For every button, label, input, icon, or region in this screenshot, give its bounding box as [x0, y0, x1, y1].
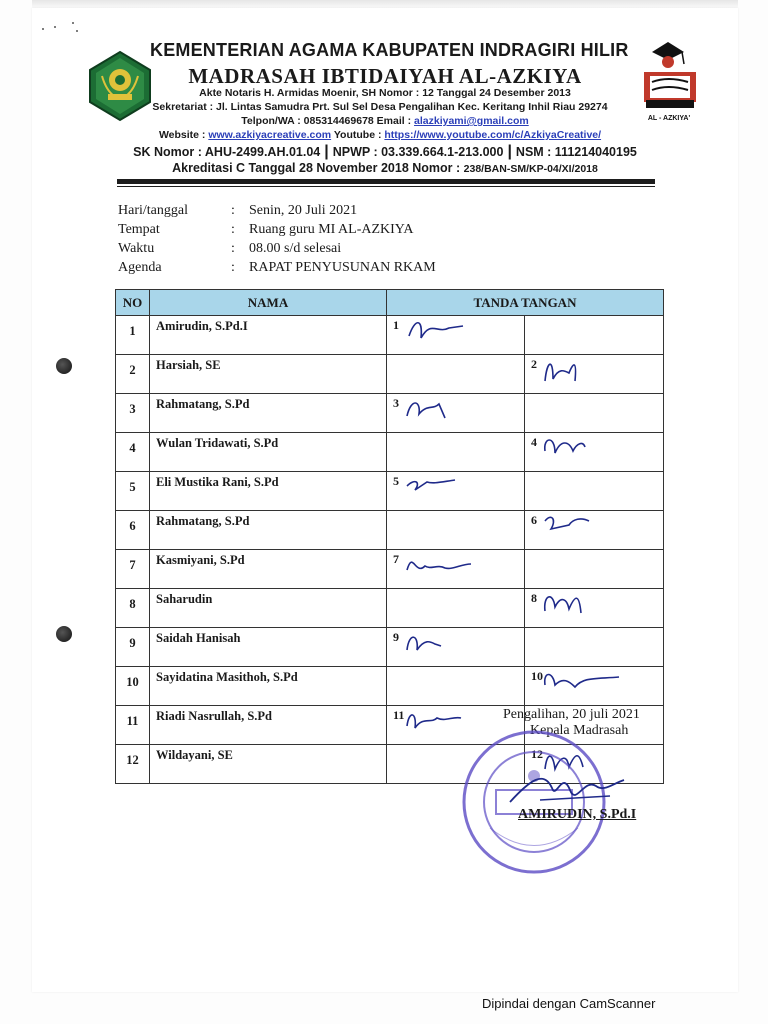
- scan-speck: [76, 30, 78, 32]
- sk-number: SK Nomor : AHU-2499.AH.01.04: [133, 145, 321, 159]
- punch-hole: [56, 626, 72, 642]
- row-number: 7: [116, 550, 150, 589]
- signature-cell-left: [387, 316, 525, 355]
- header-signature: TANDA TANGAN: [387, 290, 664, 316]
- meeting-value: Ruang guru MI AL-AZKIYA: [249, 222, 414, 237]
- table-header-row: [116, 290, 664, 316]
- table-row: [116, 511, 664, 550]
- header-no: NO: [116, 290, 150, 316]
- attendee-name: Saharudin: [150, 589, 387, 628]
- row-number: 10: [116, 667, 150, 706]
- scanner-watermark: Dipindai dengan CamScanner: [482, 996, 656, 1011]
- handwritten-signature: [401, 312, 511, 352]
- youtube-label: Youtube :: [331, 129, 385, 141]
- signature-number: 2: [531, 357, 537, 371]
- website-link[interactable]: www.azkiyacreative.com: [208, 129, 332, 141]
- nsm-number: NSM : 111214040195: [515, 145, 637, 159]
- meeting-value: RAPAT PENYUSUNAN RKAM: [249, 260, 436, 275]
- handwritten-signature: [539, 585, 649, 625]
- signature-cell-right: [525, 589, 664, 628]
- contact-line: [150, 115, 620, 127]
- table-row: [116, 394, 664, 433]
- row-number: 9: [116, 628, 150, 667]
- email-link[interactable]: alazkiyami@gmail.com: [414, 115, 529, 127]
- attendee-name: Saidah Hanisah: [150, 628, 387, 667]
- signature-cell-right: [525, 433, 664, 472]
- signature-number: 12: [531, 747, 543, 761]
- attendee-name: Harsiah, SE: [150, 355, 387, 394]
- row-number: 5: [116, 472, 150, 511]
- signature-cell-left: [387, 628, 525, 667]
- meeting-label: Hari/tanggal: [118, 203, 188, 218]
- signature-cell-right: [525, 472, 664, 511]
- accreditation-line: [150, 161, 620, 175]
- al-azkiya-logo: [632, 38, 706, 124]
- web-line: [120, 129, 640, 141]
- meeting-value: 08.00 s/d selesai: [249, 241, 342, 256]
- table-row: [116, 550, 664, 589]
- row-number: 8: [116, 589, 150, 628]
- handwritten-signature: [401, 468, 511, 508]
- headmaster-role: Kepala Madrasah: [530, 723, 629, 738]
- row-number: 11: [116, 706, 150, 745]
- ministry-title: KEMENTERIAN AGAMA KABUPATEN INDRAGIRI HILIR: [150, 40, 629, 60]
- attendee-name: Kasmiyani, S.Pd: [150, 550, 387, 589]
- row-number: 3: [116, 394, 150, 433]
- place-date: Pengalihan, 20 juli 2021: [503, 707, 640, 722]
- signature-cell-left: [387, 472, 525, 511]
- meeting-value: Senin, 20 Juli 2021: [249, 203, 358, 218]
- page-top-edge: [32, 0, 738, 8]
- signature-number: 11: [393, 708, 405, 722]
- colon: :: [231, 241, 235, 256]
- table-row: [116, 355, 664, 394]
- signature-cell-right: [525, 355, 664, 394]
- signature-number: 1: [393, 318, 399, 332]
- handwritten-signature: [539, 663, 649, 703]
- signature-number: 5: [393, 474, 399, 488]
- signature-cell-right: [525, 316, 664, 355]
- colon: :: [231, 260, 235, 275]
- signature-cell-left: [387, 355, 525, 394]
- table-row: [116, 667, 664, 706]
- signature-number: 3: [393, 396, 399, 410]
- registration-line: SK Nomor : AHU-2499.AH.01.04 | NPWP : 03.339.664.1-213.000 | NSM : 111214040195: [133, 143, 637, 160]
- meeting-label: Waktu: [118, 241, 155, 256]
- signature-cell-left: [387, 511, 525, 550]
- header-name: NAMA: [150, 290, 387, 316]
- handwritten-signature: [401, 546, 511, 586]
- signature-cell-right: [525, 394, 664, 433]
- table-row: [116, 433, 664, 472]
- signature-cell-right: [525, 511, 664, 550]
- signature-number: 7: [393, 552, 399, 566]
- signature-number: 10: [531, 669, 543, 683]
- row-number: 1: [116, 316, 150, 355]
- row-number: 2: [116, 355, 150, 394]
- notary-deed: Akte Notaris H. Armidas Moenir, SH Nomor : 12 Tanggal 24 Desember 2013: [199, 87, 571, 99]
- signature-cell-right: [525, 667, 664, 706]
- handwritten-signature: [401, 624, 511, 664]
- signature-cell-left: [387, 667, 525, 706]
- colon: :: [231, 203, 235, 218]
- attendee-name: Amirudin, S.Pd.I: [150, 316, 387, 355]
- meeting-label: Tempat: [118, 222, 160, 237]
- header-rule-thin: [117, 186, 655, 187]
- accreditation-number: 238/BAN-SM/KP-04/XI/2018: [463, 163, 598, 175]
- accreditation-label: Akreditasi C Tanggal 28 November 2018 Nomor :: [172, 161, 464, 175]
- attendee-name: Wulan Tridawati, S.Pd: [150, 433, 387, 472]
- signature-cell-left: [387, 433, 525, 472]
- signature-number: 6: [531, 513, 537, 527]
- handwritten-signature: [401, 390, 511, 430]
- handwritten-signature: [539, 507, 649, 547]
- signature-cell-left: [387, 589, 525, 628]
- table-row: [116, 472, 664, 511]
- npwp-number: NPWP : 03.339.664.1-213.000: [332, 145, 504, 159]
- logo-caption: AL - AZKIYA': [647, 115, 691, 122]
- row-number: 12: [116, 745, 150, 784]
- signature-number: 4: [531, 435, 537, 449]
- table-row: [116, 589, 664, 628]
- row-number: 4: [116, 433, 150, 472]
- signature-cell-right: [525, 550, 664, 589]
- scan-speck: [54, 26, 56, 28]
- attendee-name: Eli Mustika Rani, S.Pd: [150, 472, 387, 511]
- headmaster-name: AMIRUDIN, S.Pd.I: [518, 807, 637, 822]
- handwritten-signature: [539, 351, 649, 391]
- colon: :: [231, 222, 235, 237]
- table-row: [116, 628, 664, 667]
- school-name: MADRASAH IBTIDAIYAH AL-AZKIYA: [188, 64, 582, 88]
- signature-cell-left: [387, 394, 525, 433]
- attendee-name: Wildayani, SE: [150, 745, 387, 784]
- handwritten-signature: [539, 429, 649, 469]
- attendee-name: Rahmatang, S.Pd: [150, 394, 387, 433]
- row-number: 6: [116, 511, 150, 550]
- website-label: Website :: [158, 129, 209, 141]
- header-rule-thick: [117, 179, 655, 184]
- signature-cell-left: [387, 550, 525, 589]
- secretariat-address: Sekretariat : Jl. Lintas Samudra Prt. Sul Sel Desa Pengalihan Kec. Keritang Inhil Riau 29274: [152, 101, 608, 113]
- punch-hole: [56, 358, 72, 374]
- phone-label: Telpon/WA : 085314469678 Email :: [241, 115, 415, 127]
- signature-number: 8: [531, 591, 537, 605]
- youtube-link[interactable]: https://www.youtube.com/c/AzkiyaCreative/: [384, 129, 602, 141]
- scan-speck: [72, 22, 74, 24]
- attendee-name: Riadi Nasrullah, S.Pd: [150, 706, 387, 745]
- table-row: [116, 316, 664, 355]
- attendee-name: Rahmatang, S.Pd: [150, 511, 387, 550]
- scan-speck: [42, 28, 44, 30]
- attendee-name: Sayidatina Masithoh, S.Pd: [150, 667, 387, 706]
- meeting-label: Agenda: [118, 260, 162, 275]
- signature-cell-right: [525, 628, 664, 667]
- signature-number: 9: [393, 630, 399, 644]
